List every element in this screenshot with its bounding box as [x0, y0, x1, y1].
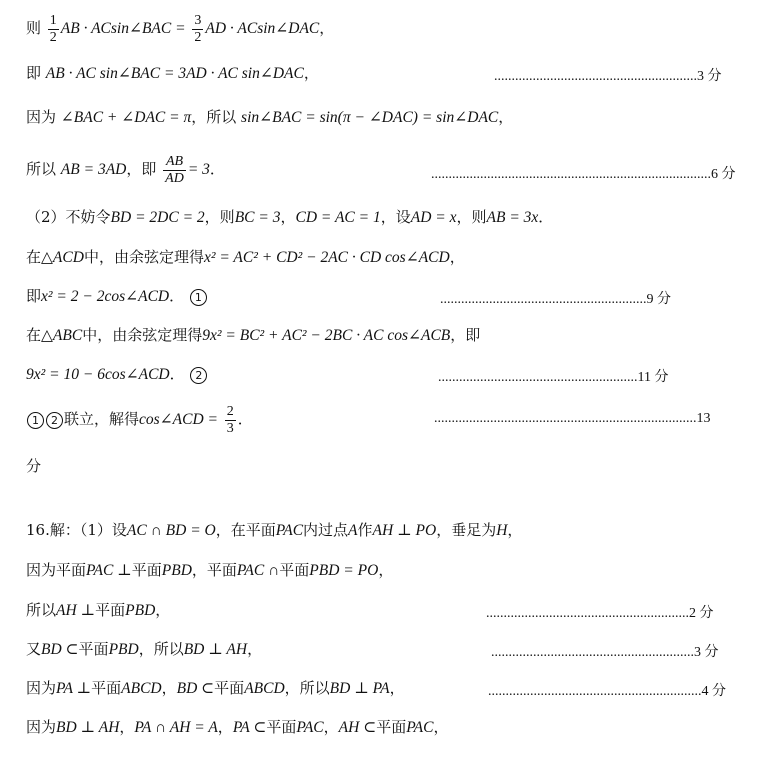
text: ，: [119, 718, 135, 736]
text: 在: [26, 326, 42, 344]
circled-number: 1: [27, 412, 44, 429]
text: 平面: [279, 561, 310, 579]
math-expr: △ABC: [41, 327, 83, 344]
line-13: [26, 560, 393, 581]
text: 16.解：（1）设: [26, 521, 127, 539]
math-expr: ABCD: [121, 680, 162, 697]
math-expr: 9x² = 10 − 6cos∠ACD: [26, 366, 170, 383]
text: 内过点: [303, 521, 349, 539]
math-expr: CD = AC = 1: [295, 209, 381, 226]
line-5: [26, 207, 553, 228]
line-16: [26, 678, 405, 699]
text: 因为: [26, 679, 57, 697]
text: ．: [169, 365, 185, 383]
score-3: ..........................................................3 分: [494, 69, 722, 84]
math-expr: PBD: [161, 562, 192, 579]
math-expr: PAC: [296, 719, 324, 736]
math-expr: H: [496, 522, 508, 539]
math-expr: 9x² = BC² + AC² − 2BC · AC cos∠ACB: [202, 327, 451, 344]
line-1: [26, 10, 334, 47]
line-3: [26, 107, 513, 128]
math-expr: AH ⊥: [56, 602, 96, 619]
text: 联立，解得: [64, 410, 140, 428]
numerator: AB: [163, 154, 186, 171]
score-2: ..........................................................2 分: [486, 606, 714, 621]
text: ，: [433, 718, 449, 736]
math-expr: PAC: [275, 522, 304, 539]
text: ，所以: [138, 640, 184, 658]
text: 所以: [26, 160, 57, 178]
text: ，所以: [284, 679, 330, 697]
math-expr: PBD: [125, 602, 156, 619]
math-expr: BC = 3: [234, 209, 281, 226]
text: 平面: [78, 640, 109, 658]
text: ，: [323, 718, 339, 736]
text: ，: [378, 561, 394, 579]
math-expr: BD ⊥ AH: [56, 719, 120, 736]
text: 因为平面: [26, 561, 87, 579]
text: 平面: [131, 561, 162, 579]
text: 又: [26, 640, 42, 658]
math-expr: AB = 3AD: [60, 161, 127, 178]
fraction-half: [48, 13, 59, 46]
math-expr: A: [348, 522, 358, 539]
text: ，所以: [191, 108, 237, 126]
math-expr: cos∠ACD =: [139, 411, 218, 428]
text: 即: [26, 64, 42, 82]
line-7: [26, 286, 208, 307]
math-expr: BD ⊥ AH: [183, 641, 248, 658]
math-expr: ∠BAC + ∠DAC = π: [60, 109, 192, 126]
math-expr: PA ⊥: [56, 680, 92, 697]
text: 平面: [214, 679, 245, 697]
text: ，设: [380, 208, 411, 226]
circled-number: 2: [190, 367, 207, 384]
math-expr: BD = 2DC = 2: [110, 209, 205, 226]
math-expr: BD ⊥ PA: [329, 680, 390, 697]
text: 平面: [91, 679, 122, 697]
fraction-ab-ad: [163, 154, 186, 187]
fraction-two-thirds: [225, 404, 236, 437]
text: ，: [507, 521, 523, 539]
text: ，垂足为: [436, 521, 497, 539]
text: 作: [357, 521, 373, 539]
numerator: 3: [194, 12, 202, 28]
text: ，: [303, 64, 319, 82]
math-expr: AH ⊥ PO: [372, 522, 437, 539]
text: ．: [169, 287, 185, 305]
math-expr: AH ⊂: [338, 719, 377, 736]
text: ，: [498, 108, 514, 126]
denominator: 3: [226, 420, 234, 436]
text: ，: [247, 640, 263, 658]
math-expr: sin∠BAC =: [110, 20, 186, 37]
text: ，: [319, 19, 335, 37]
circled-number: 1: [190, 289, 207, 306]
text: ，: [161, 679, 177, 697]
math-expr: PAC: [406, 719, 434, 736]
text: ，即: [450, 326, 481, 344]
math-expr: AD = x: [410, 209, 457, 226]
math-expr: AD · AC: [205, 20, 258, 37]
text: 分: [26, 457, 42, 475]
line-11: [26, 456, 41, 476]
math-expr: AB = 3x: [486, 209, 539, 226]
score-3b: ..........................................................3 分: [491, 645, 719, 660]
denominator: 2: [194, 29, 202, 45]
math-expr: PBD: [108, 641, 139, 658]
line-15: [26, 639, 262, 660]
math-expr: PAC ∩: [236, 562, 280, 579]
math-expr: PAC ⊥: [86, 562, 132, 579]
text: 中，由余弦定理得: [82, 326, 203, 344]
math-expr: x² = AC² + CD² − 2AC · CD cos∠ACD: [203, 249, 450, 266]
text: ，则: [456, 208, 487, 226]
text: ．: [209, 160, 225, 178]
text: ，则: [204, 208, 235, 226]
text: ．: [538, 208, 554, 226]
score-9: ...........................................................9 分: [440, 292, 671, 307]
math-expr: AB · AC sin∠BAC = 3AD · AC sin∠DAC: [45, 65, 304, 82]
text: ，: [449, 248, 465, 266]
text: 即: [26, 287, 42, 305]
score-6: ................................................................................6 分: [431, 167, 736, 182]
math-expr: = 3: [187, 161, 210, 178]
math-expr: x² = 2 − 2cos∠ACD: [41, 288, 170, 305]
math-expr: AC ∩ BD = O: [126, 522, 216, 539]
text: ，: [217, 718, 233, 736]
fraction-three-halves: [192, 13, 203, 46]
math-expr: BD ⊂: [41, 641, 79, 658]
math-expr: △ACD: [41, 249, 84, 266]
numerator: 2: [226, 403, 234, 419]
line-12: [26, 520, 522, 541]
text: ，即: [126, 160, 157, 178]
circled-number: 2: [46, 412, 63, 429]
line-17: [26, 717, 449, 738]
line-9: [26, 364, 208, 385]
text: 因为: [26, 718, 57, 736]
math-expr: PA ⊂: [232, 719, 267, 736]
line-6: [26, 247, 465, 268]
text: ，: [389, 679, 405, 697]
text: ，: [280, 208, 296, 226]
line-2: [26, 63, 319, 84]
line-8: [26, 325, 480, 346]
math-expr: ABCD: [244, 680, 285, 697]
text: ，在平面: [215, 521, 276, 539]
math-expr: PA ∩ AH = A: [134, 719, 218, 736]
score-4: .............................................................4 分: [488, 684, 726, 699]
text: 在: [26, 248, 42, 266]
text: 平面: [95, 601, 126, 619]
numerator: 1: [49, 12, 57, 28]
text: 平面: [266, 718, 297, 736]
text: ，平面: [191, 561, 237, 579]
math-expr: AB · AC: [60, 20, 111, 37]
text: 则: [26, 19, 42, 37]
math-expr: PBD = PO: [309, 562, 379, 579]
math-expr: sin∠BAC = sin(π − ∠DAC) = sin∠DAC: [241, 109, 499, 126]
score-13: ...........................................................................13: [434, 411, 711, 426]
text: （2）不妨令: [26, 208, 111, 226]
denominator: 2: [49, 29, 57, 45]
line-14: [26, 600, 170, 621]
text: 所以: [26, 601, 57, 619]
text: 中，由余弦定理得: [83, 248, 204, 266]
text: 因为: [26, 108, 57, 126]
math-expr: BD ⊂: [176, 680, 215, 697]
line-4: [26, 150, 225, 189]
denominator: AD: [165, 170, 184, 186]
text: ，: [155, 601, 171, 619]
text: ．: [237, 410, 253, 428]
text: 平面: [376, 718, 407, 736]
math-expr: sin∠DAC: [257, 20, 320, 37]
score-11: .........................................................11 分: [438, 370, 669, 385]
line-10: [26, 400, 253, 439]
